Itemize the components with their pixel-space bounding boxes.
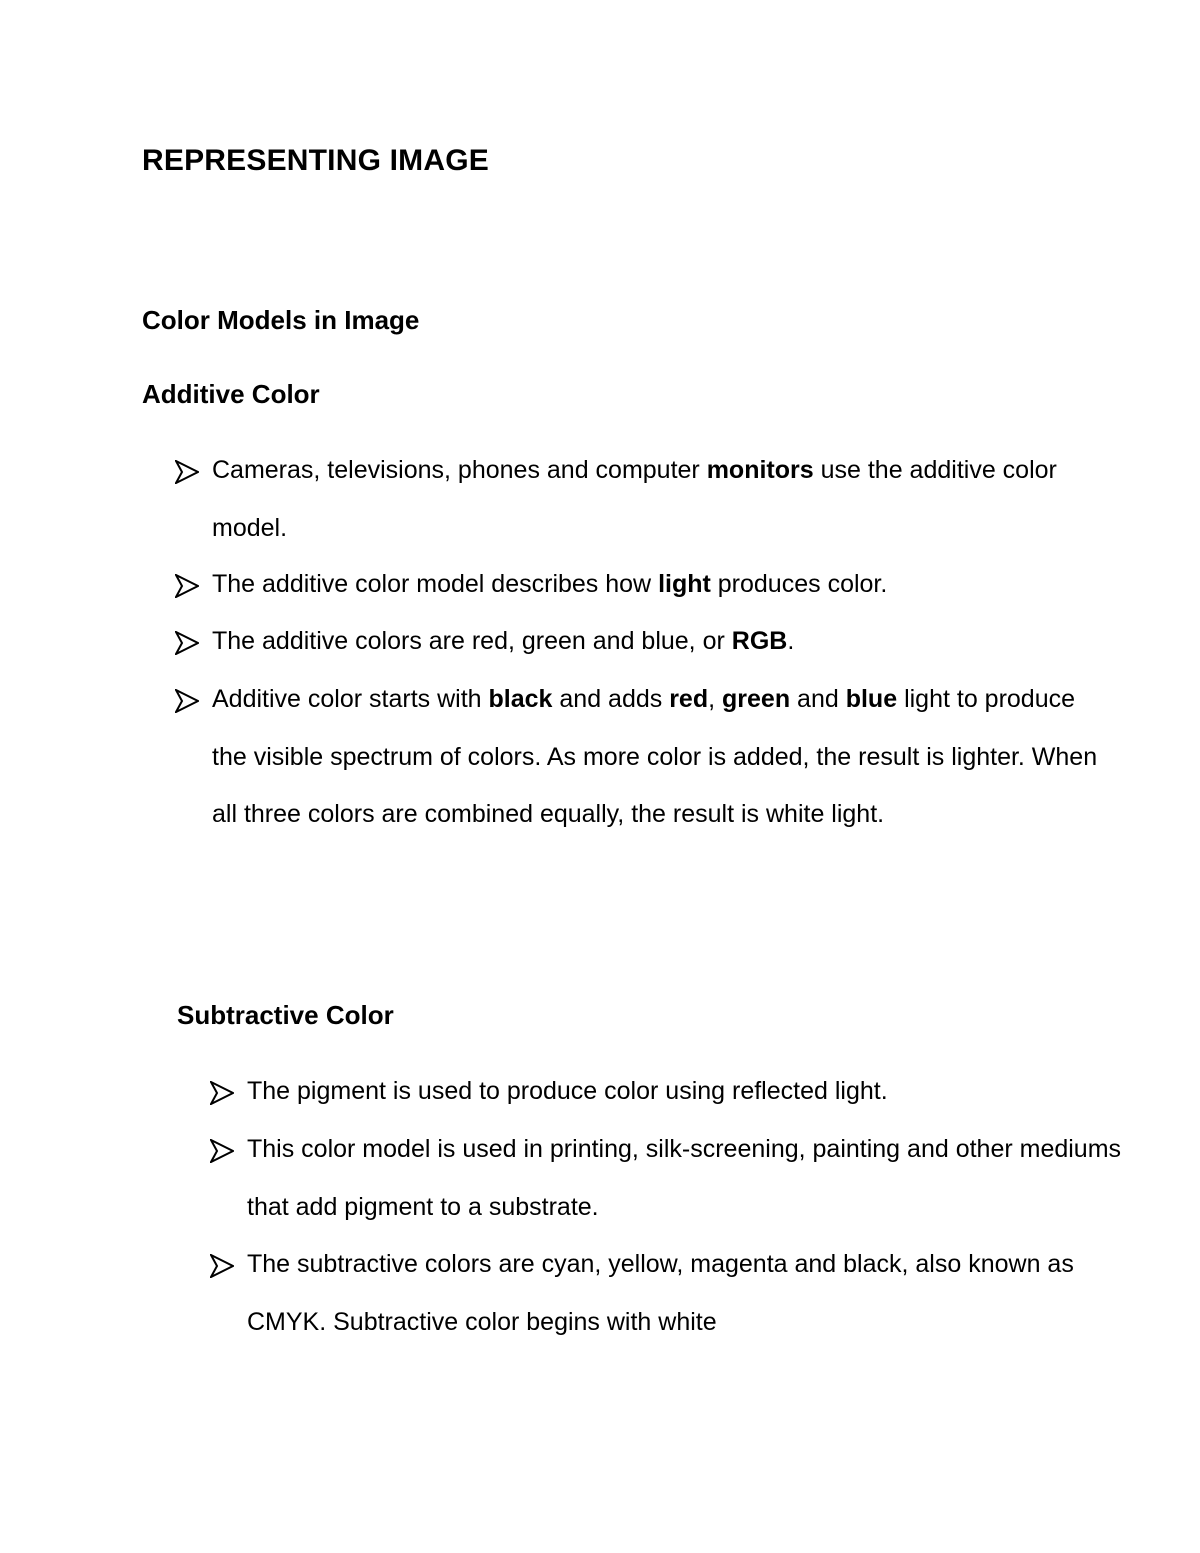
list-item-text: Additive color starts with black and adds red, green and blue light to produce the visible spectrum of colors. As more color is added, the result is lighter. When all three colors are combined equally, the result is white light. — [212, 685, 1098, 828]
arrow-bullet-icon — [210, 1139, 234, 1163]
arrow-bullet-icon — [210, 1081, 234, 1105]
section-heading-color-models: Color Models in Image — [142, 305, 420, 335]
page-title: REPRESENTING IMAGE — [142, 144, 489, 177]
arrow-bullet-icon — [175, 460, 199, 484]
arrow-bullet-icon — [175, 689, 199, 713]
heading-additive-color: Additive Color — [142, 379, 320, 409]
list-item-text: The additive colors are red, green and blue, or RGB. — [212, 627, 795, 655]
list-item-text: The pigment is used to produce color using reflected light. — [247, 1077, 888, 1105]
arrow-bullet-icon — [210, 1254, 234, 1278]
list-item-text: This color model is used in printing, silk-screening, painting and other mediums that add pigment to a substrate. — [247, 1135, 1122, 1221]
list-item-text: The subtractive colors are cyan, yellow, magenta and black, also known as CMYK. Subtractive color begins with white — [247, 1250, 1074, 1336]
arrow-bullet-icon — [175, 574, 199, 598]
list-item-text: Cameras, televisions, phones and computer monitors use the additive color model. — [212, 456, 1057, 542]
list-item-text: The additive color model describes how light produces color. — [212, 570, 888, 598]
arrow-bullet-icon — [175, 631, 199, 655]
heading-subtractive-color: Subtractive Color — [177, 1000, 394, 1030]
